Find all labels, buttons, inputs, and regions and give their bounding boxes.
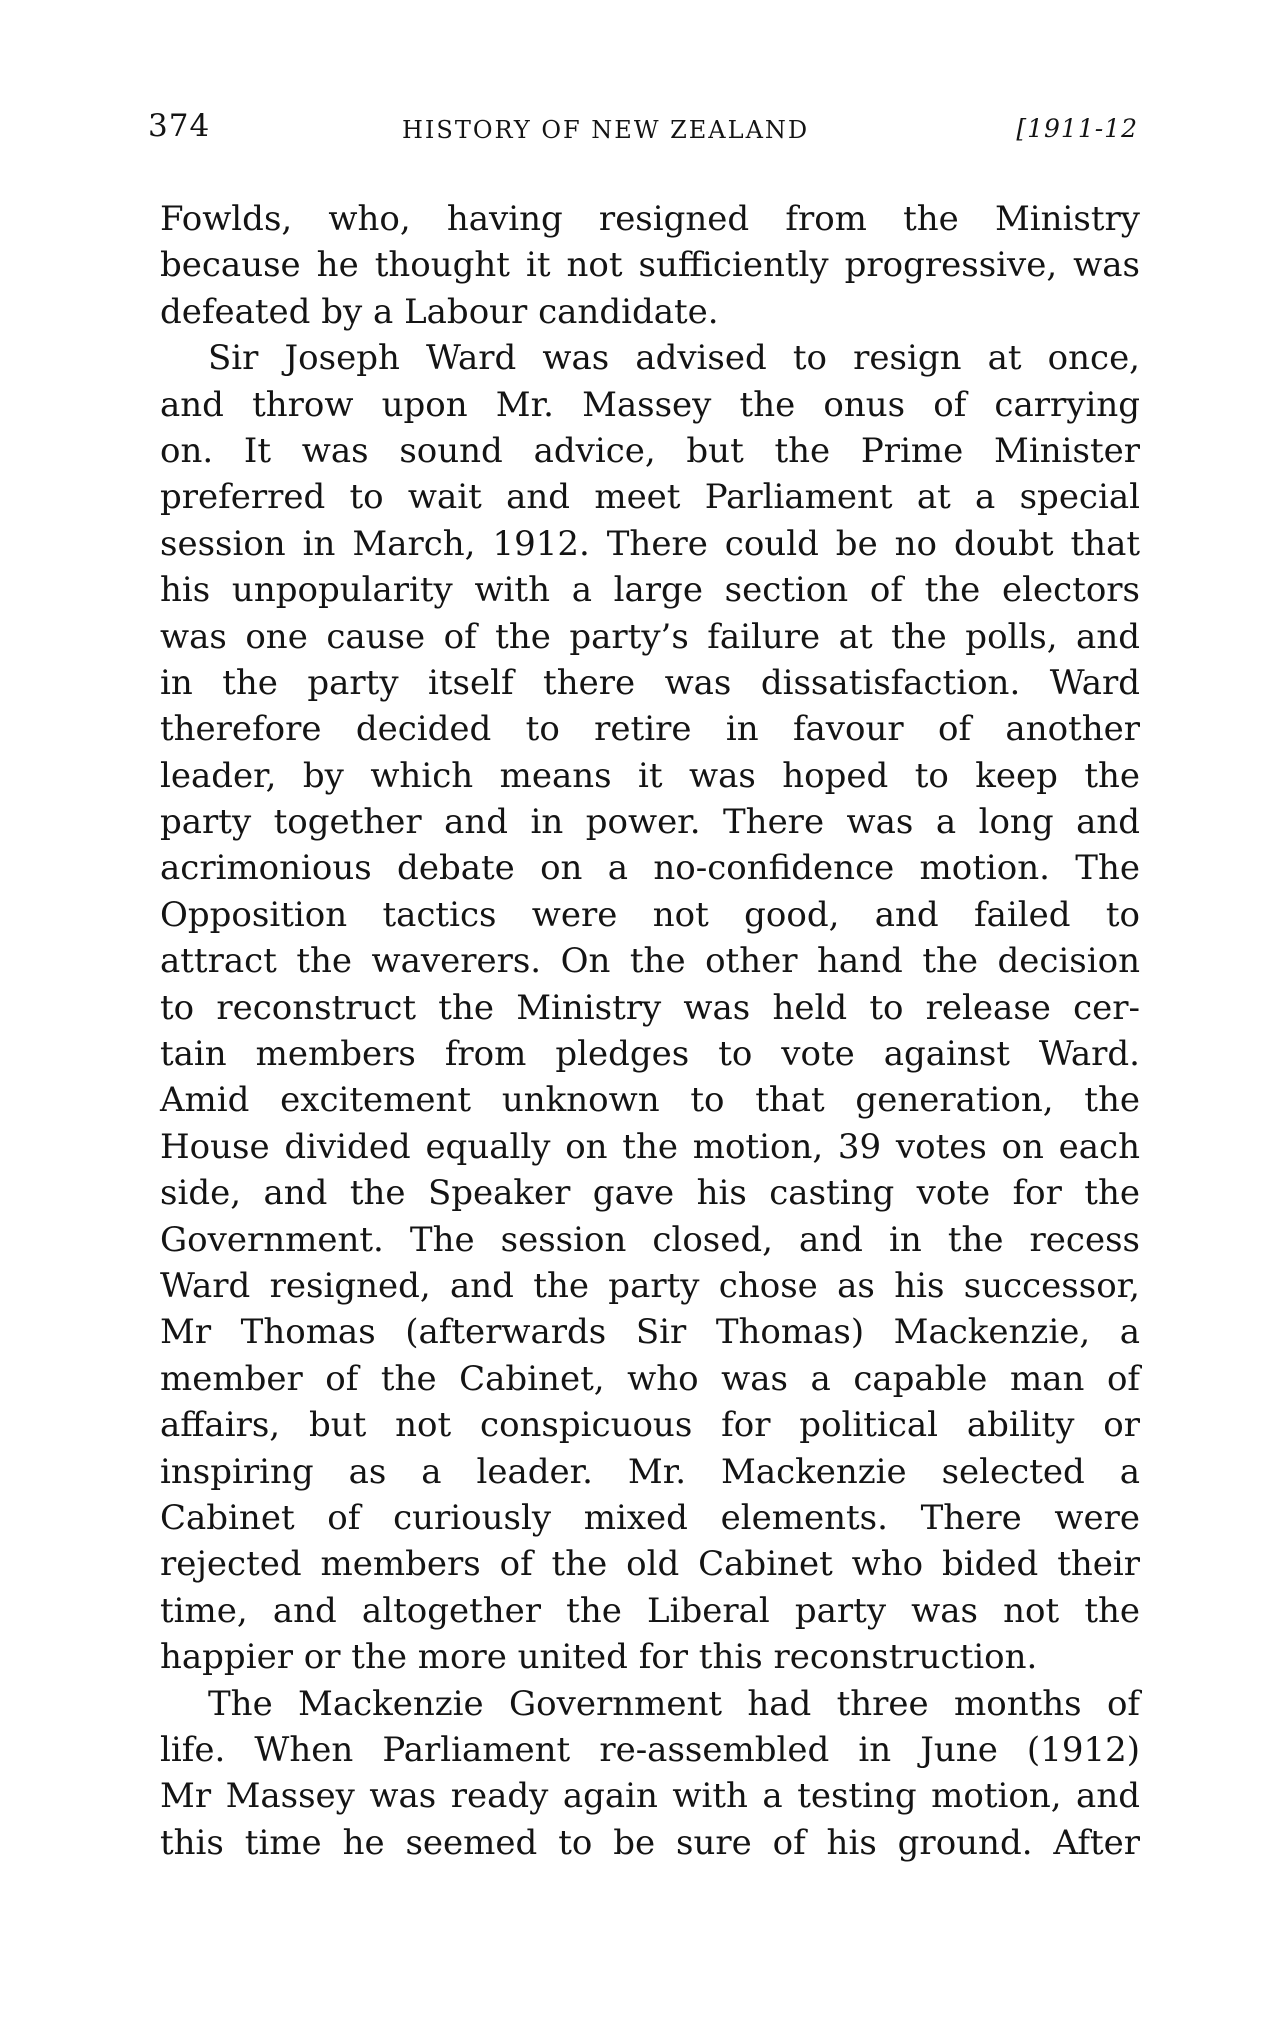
- text-line: attract the waverers. On the other hand the decision: [160, 941, 1140, 982]
- page-number: 374: [148, 108, 211, 144]
- text-line: Mr Massey was ready again with a testing motion, and: [160, 1776, 1140, 1817]
- text-line: because he thought it not sufficiently progressive, was: [160, 245, 1140, 286]
- text-line: happier or the more united for this reconstruction.: [160, 1637, 1038, 1678]
- text-line: his unpopularity with a large section of the electors: [160, 570, 1140, 611]
- text-line: House divided equally on the motion, 39 votes on each: [160, 1126, 1140, 1167]
- text-line: therefore decided to retire in favour of another: [160, 709, 1140, 750]
- text-line: preferred to wait and meet Parliament at a special: [160, 477, 1140, 518]
- text-line: Fowlds, who, having resigned from the Ministry: [160, 199, 1140, 239]
- text-line: inspiring as a leader. Mr. Mackenzie selected a: [160, 1451, 1140, 1492]
- text-line: was one cause of the party’s failure at the polls, and: [160, 616, 1140, 657]
- text-line: rejected members of the old Cabinet who bided their: [160, 1544, 1140, 1585]
- text-line: tain members from pledges to vote against Ward.: [160, 1034, 1140, 1075]
- book-title: HISTORY OF NEW ZEALAND: [402, 116, 810, 144]
- text-line: in the party itself there was dissatisfaction. Ward: [160, 662, 1140, 703]
- text-line: Ward resigned, and the party chose as his successor,: [160, 1265, 1140, 1306]
- text-line: this time he seemed to be sure of his ground. After: [160, 1822, 1140, 1863]
- text-line: to reconstruct the Ministry was held to release cer-: [160, 987, 1140, 1028]
- text-line: Amid excitement unknown to that generation, the: [160, 1080, 1140, 1121]
- text-line: life. When Parliament re-assembled in June (1912): [160, 1729, 1140, 1770]
- text-line: The Mackenzie Government had three months of: [208, 1683, 1140, 1724]
- text-line: leader, by which means it was hoped to keep the: [160, 755, 1140, 796]
- text-line: affairs, but not conspicuous for political ability or: [160, 1405, 1140, 1446]
- text-line: Cabinet of curiously mixed elements. There were: [160, 1497, 1140, 1538]
- text-line: defeated by a Labour candidate.: [160, 291, 719, 332]
- text-line: member of the Cabinet, who was a capable man of: [160, 1358, 1140, 1399]
- text-line: acrimonious debate on a no-confidence motion. The: [160, 848, 1140, 889]
- text-line: time, and altogether the Liberal party was not the: [160, 1590, 1140, 1631]
- text-line: session in March, 1912. There could be no doubt that: [160, 523, 1140, 564]
- running-head: [148, 108, 1138, 158]
- text-line: party together and in power. There was a long and: [160, 802, 1140, 843]
- text-line: Government. The session closed, and in the recess: [160, 1219, 1140, 1260]
- date-range: [1911-12: [1016, 114, 1138, 143]
- body-text: [160, 196, 1140, 1866]
- text-line: and throw upon Mr. Massey the onus of carrying: [160, 384, 1140, 425]
- text-line: on. It was sound advice, but the Prime Minister: [160, 430, 1140, 471]
- text-line: Mr Thomas (afterwards Sir Thomas) Mackenzie, a: [160, 1312, 1140, 1353]
- text-line: side, and the Speaker gave his casting vote for the: [160, 1173, 1140, 1214]
- text-line: Sir Joseph Ward was advised to resign at once,: [208, 338, 1140, 379]
- text-line: Opposition tactics were not good, and failed to: [160, 894, 1140, 935]
